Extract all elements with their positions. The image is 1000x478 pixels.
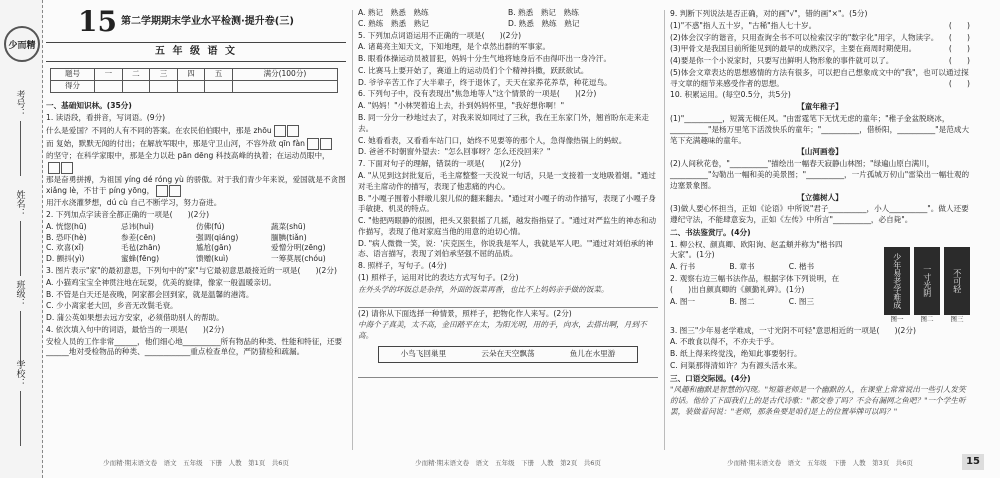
question-2-title: 2. 下列加点字读音全都正确的一项是( )(2分) xyxy=(46,210,210,220)
question-4-option[interactable]: D. 熟悉 熟练 熟记 xyxy=(508,18,580,28)
question-9-item[interactable]: (2)体会汉字的谐音，只用查询全书不可以检索汉字的"数字化"用字，人物读字。 ( ) xyxy=(670,32,970,42)
question-5-option[interactable]: B. 眼看体操运动员被冒犯，妈妈十分生气地将她身后不由得吓出一身冷汗。 xyxy=(358,54,612,64)
score-table-score-row: 得分 xyxy=(51,81,338,93)
question-2-row[interactable]: D. 颤抖(yì) 蜜蜂(fēng) 馈赠(kuì) 一筹莫展(chóu) xyxy=(46,254,326,264)
score-cell[interactable] xyxy=(177,81,205,93)
page-divider xyxy=(664,10,665,450)
question-10-3[interactable]: (3)做人要心怀担当，正如《论语》中所说"君子__________，小人__________"。做人还要遵纪守法，不能肆意妄为，正如《左传》中所言"__________，必自毙"。 xyxy=(670,204,969,225)
question-4-option[interactable]: B. 熟悉 熟记 熟练 xyxy=(508,8,579,17)
oral-communication-text: "风趣和幽默是智慧的闪现。"短篇老师是一个幽默的人，在课堂上常常说出一些引人发笑的话。他给了下面我们上的是古代诗歌："都交卷了吗？不会有漏网之鱼吧？"一个学生听罢，装做着问说："老师，那条鱼要是咱们是上的位置举牌可以吗？" xyxy=(670,385,966,416)
score-cell[interactable] xyxy=(122,81,150,93)
exam-number: 15 xyxy=(78,5,117,38)
field-exam-number[interactable]: 考号： xyxy=(8,90,32,176)
brand-logo: 少而精 xyxy=(4,26,40,62)
page-footer: 少而精·期末语文卷 语文 五年级 下册 人教 第1页 共6页 xyxy=(103,458,289,467)
calligraphy-captions: 图一 图二 图三 xyxy=(890,315,964,324)
page-1 xyxy=(46,5,346,470)
question-7-option[interactable]: D. "病人微微一笑，说：'庆克医生，你说我是军人，我就是军人吧。'"通过对刘伯承的神态、语言描写，表现了刘伯承坚强不屈的品质。 xyxy=(358,238,654,259)
question-3-option[interactable]: D. 蒲公英如果想去远方安家，必须借助别人的帮助。 xyxy=(46,313,224,323)
exam-title-text: 第二学期期末学业水平检测·提升卷(三) xyxy=(120,15,294,27)
question-10-1[interactable]: (1)"__________，短篙无楫任风。"由雷霆笔下无忧无虑的童年；"稚子金盆脱晓冰，__________"是杨万里笔下活泼快乐的童年；"__________，借桥阳，__________"是范成大笔下充满趣味的童年。 xyxy=(670,114,970,145)
section-1-heading: 一、基础知识林。(35分) xyxy=(46,101,132,111)
page-footer: 少而精·期末语文卷 语文 五年级 下册 人教 第3页 共6页 xyxy=(727,458,913,467)
question-3-option[interactable]: B. 不管是白天还是夜晚，阿家都会回到家，就是温馨的港湾。 xyxy=(46,289,254,299)
score-table-header-row: 题号 一 二 三 四 五 满分(100分) xyxy=(51,69,338,81)
question-9-item[interactable]: (5)体会文章表达的思想感情的方法有很多，可以把自己想象成文中的"我"，也可以通过探寻文章的细节来感受作者的思想。 ( ) xyxy=(670,67,970,88)
question-5-option[interactable]: D. 爷爷辛苦工作了大半辈子，终于退休了，天天在家养花养草，种花逗鸟。 xyxy=(358,77,612,87)
calligraphy-options-2: A. 图一 B. 图二 C. 图三 xyxy=(670,296,815,306)
question-7-option[interactable]: A. "从见到这封批复后，毛主席整整一天没说一句话，只是一支接着一支地吸着烟。"通过对毛主席动作的描写，表现了他悲痛的内心。 xyxy=(358,170,656,191)
question-8-example: 在外头学的坏饭总是杂拌，外面的饭菜再香，也比不上妈妈亲手做的饭菜。 xyxy=(358,284,609,294)
section-3-heading: 三、口语交际园。(4分) xyxy=(670,373,751,383)
calligraphy-image-1: 少年易老学难成 xyxy=(884,247,910,315)
question-4-title: 4. 依次填入句中的词语，最恰当的一项是( )(2分) xyxy=(46,324,225,334)
subheading-landscape: 【山河画卷】 xyxy=(797,147,843,157)
field-class[interactable]: 班级： xyxy=(8,280,32,366)
question-4-options xyxy=(358,8,658,30)
answer-boxes[interactable] xyxy=(156,185,182,197)
score-cell[interactable] xyxy=(150,81,178,93)
binding-strip xyxy=(0,0,43,478)
question-9-item[interactable]: (3)甲骨文是我国目前所能见到的最早的成熟汉字，主要在商周时期使用。 ( ) xyxy=(670,44,970,54)
question-2-row[interactable]: A. 恍惚(hū) 忌讳(huì) 仿佛(fú) 蔬菜(shū) xyxy=(46,221,306,231)
question-1-line: 而 复始，默默无闻的付出；在解放军眼中，那是守卫山河，不容外敌 qīn fàn xyxy=(46,138,346,150)
question-3-option[interactable]: A. 小猫鸡宝宝全神贯注地在玩耍，优美的旋律，像家一般温暖亲切。 xyxy=(46,277,277,287)
question-1-line: 的坚守；在科学家眼中，那是全力以赴 pān dēng 科技高峰的执着；在运动员眼中， xyxy=(46,151,346,174)
question-8-2-example: 中海个子真美，太不高，金田踏平在太，为阳光明，用的手，向水，去搭出啊，月到不高。 xyxy=(358,320,647,341)
page-badge: 15 xyxy=(962,454,984,470)
question-1-line: 用汗水浇灌梦想，dú cù 自己不断学习，努力奋进。 xyxy=(46,198,222,208)
question-9-item[interactable]: (4)要是你一个小说家时，只要写出鲜明人物形象的事件就可以了。 ( ) xyxy=(670,56,970,66)
question-3-title: 3. 图片表示"家"的最初意思，下列句中的"家"与它最初意思最接近的一项是( )(2分) xyxy=(46,266,337,275)
question-5-title: 5. 下列加点词语运用不正确的一项是( )(2分) xyxy=(358,30,522,40)
question-6-option[interactable]: A. "妈妈！"小林哭着追上去，扑到妈妈怀里，"我好想你啊！" xyxy=(358,101,565,111)
score-cell[interactable] xyxy=(205,81,233,93)
answer-line[interactable] xyxy=(358,297,658,308)
scenario-choice[interactable]: 鱼儿在水里游 xyxy=(569,348,616,358)
question-6-option[interactable]: D. 爸爸不时朝窗外望去："怎么回事呀？怎么还没回来？" xyxy=(358,147,551,157)
question-3-option[interactable]: C. 少小离家老大回，乡音无改鬓毛衰。 xyxy=(46,301,178,311)
question-5-option[interactable]: C. 比赛马上要开始了，赛道上的运动员们个个精神抖擞，跃跃欲试。 xyxy=(358,65,589,75)
page-2 xyxy=(358,8,658,470)
answer-boxes[interactable] xyxy=(307,138,333,150)
question-6-title: 6. 下列句子中，没有表现出"焦急地等人"这个情景的一项是( )(2分) xyxy=(358,89,597,99)
question-7-option[interactable]: B. "小嘎子围着小胖墩儿狠儿似的翻来翻去。"通过对小嘎子的动作描写，表现了小嘎子身手敏捷、机灵的特点。 xyxy=(358,193,656,214)
field-name[interactable]: 姓名： xyxy=(8,190,32,276)
question-4-option[interactable]: A. 熟记 熟悉 熟练 xyxy=(358,8,429,17)
question-10-2[interactable]: (2)人间秋花卷，"__________"描绘出一幅春天寂静山林图；"绿遍山原白满川，__________"勾勒出一幅和美的美景图；"__________，一片孤城万仞山"雷染出一幅壮观的边塞景象图。 xyxy=(670,159,970,190)
score-cell[interactable] xyxy=(232,81,337,93)
question-5-option[interactable]: A. 诸葛亮主知天文，下知地理，是个卓然出群的军事家。 xyxy=(358,42,551,52)
calligraphy-option-3[interactable]: B. 纸上得来终觉浅，绝知此事要躬行。 xyxy=(670,349,802,359)
question-9-item[interactable]: (1)"不惑"指人五十岁，"古稀"指人七十岁。 ( ) xyxy=(670,20,970,30)
exam-subtitle: 五 年 级 语 文 xyxy=(46,42,346,62)
score-cell[interactable] xyxy=(95,81,123,93)
page-footer: 少而精·期末语文卷 语文 五年级 下册 人教 第2页 共6页 xyxy=(415,458,601,467)
page-divider xyxy=(352,10,353,450)
question-8-title: 8. 照样子，写句子。(4分) xyxy=(358,261,447,271)
subheading-virtue: 【立德树人】 xyxy=(797,192,843,202)
scenario-choice[interactable]: 小鸟飞回巢里 xyxy=(400,348,447,358)
scenario-choices xyxy=(378,346,638,363)
answer-line[interactable] xyxy=(358,367,658,378)
question-10-title: 10. 积累运用。(每空0.5分，共5分) xyxy=(670,90,791,100)
calligraphy-question-3: 3. 图三"少年易老学难成，一寸光阴不可轻"意思相近的一项是( )(2分) xyxy=(670,325,916,335)
question-4-option[interactable]: C. 熟练 熟悉 熟记 xyxy=(358,18,429,28)
question-2-row[interactable]: C. 欢喜(xǐ) 毛毡(zhān) 尴尬(gān) 爱憎分明(zēng) xyxy=(46,243,326,253)
question-7-option[interactable]: C. "他把两眼静的很圆，把头又狠狠摇了几摇，越发指指昼了。"通过对严监生的神态和动作描写，表现了他对家庭当他的用意的迫切心情。 xyxy=(358,216,657,236)
question-4-text: 安检人员的工作非常______，他们细心地__________所有物品的种类、性能和特征，还要______地对受检物品的种类、____________重点检查单位，严防猜检和疏漏。 xyxy=(46,336,343,357)
score-table xyxy=(50,68,338,93)
question-8-1: (1) 照样子，运用对比的表达方式写句子。(2分) xyxy=(358,272,519,282)
calligraphy-option-3[interactable]: C. 问渠那得清如许？为有源头活水来。 xyxy=(670,360,802,370)
scenario-choice[interactable]: 云朵在天空飘荡 xyxy=(481,348,535,358)
calligraphy-question-1: 1. 柳公权、颜真卿、欧阳询、赵孟頫并称为"楷书四大家"。(1分) xyxy=(670,239,843,260)
question-7-title: 7. 下面对句子的理解，错误的一项是( )(2分) xyxy=(358,159,522,169)
page-3 xyxy=(670,8,980,470)
calligraphy-image-3: 不可轻 xyxy=(944,247,970,315)
question-9-title: 9. 判断下列说法是否正确，对的画"√"，错的画"×"。(5分) xyxy=(670,9,868,18)
question-2-row[interactable]: B. 恐吓(hè) 参差(cēn) 强调(qiáng) 腼腆(tiǎn) xyxy=(46,232,307,242)
question-1-title: 1. 读语段，看拼音，写词语。(9分) xyxy=(46,112,166,122)
calligraphy-image-2: 一寸光阴 xyxy=(914,247,940,315)
answer-boxes[interactable] xyxy=(48,162,74,174)
exam-title xyxy=(78,5,346,38)
question-1-line: 什么是爱国？不同的人有不同的答案。在农民伯伯眼中，那是 zhōu xyxy=(46,125,346,137)
calligraphy-options-1: A. 行书 B. 章书 C. 楷书 xyxy=(670,262,815,272)
answer-boxes[interactable] xyxy=(274,125,300,137)
calligraphy-option-3[interactable]: A. 不敢食以得不，不亦夫于乎。 xyxy=(670,337,779,347)
subheading-childhood: 【童年稚子】 xyxy=(797,102,843,112)
section-2-heading: 二、书法鉴赏厅。(4分) xyxy=(670,227,751,237)
question-6-option[interactable]: B. 同一分分一秒地过去了，对我来说如同过了三秋，我在王东家门外，翘首盼东走来走去。 xyxy=(358,113,650,133)
question-8-2: (2) 请你从下面选择一种情景，照样子，把物化作人来写。(2分) xyxy=(358,308,572,318)
question-1-line: 那是奋勇拼搏，为祖国 yíng dé róng yù 的骄傲。对于我们青少年来说，爱国就是不贪图 xiǎng lè，不甘于 píng yōng， xyxy=(46,174,346,196)
calligraphy-question-2: 2. 观察右边三幅书法作品，根据字体下列说明，在( )出自颜真卿的《颜勤礼碑》。(1分) xyxy=(670,273,840,294)
question-6-option[interactable]: C. 她看看表，又看看车站门口，始终不见要等的那个人，急得像热锅上的蚂蚁。 xyxy=(358,135,627,145)
field-school[interactable]: 学校： xyxy=(8,360,32,446)
